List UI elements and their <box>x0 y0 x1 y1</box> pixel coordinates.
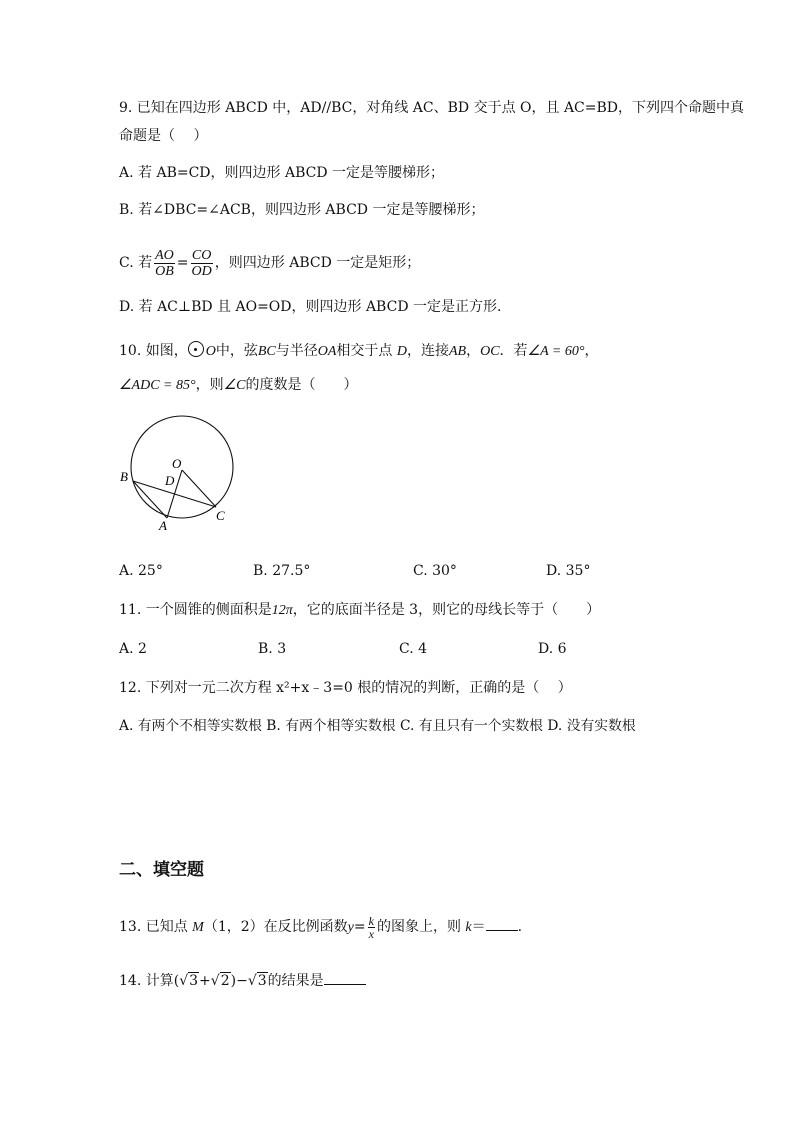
label-c: C <box>216 508 225 523</box>
q13-text: . <box>517 919 523 935</box>
q13-text: （1，2）在反比例函数 <box>203 919 348 935</box>
fraction-co-od <box>191 248 213 279</box>
frac-num: CO <box>191 247 212 263</box>
q13-y: y <box>347 920 354 935</box>
q10-option-b: B. 27.5° <box>253 563 311 579</box>
frac-den: x <box>368 926 374 941</box>
sqrt-symbol: √ <box>210 973 220 989</box>
plus-sign: + <box>199 973 211 989</box>
q10-text: 相交于点 <box>336 343 397 359</box>
q13-k: k <box>465 920 472 935</box>
frac-num: k <box>368 913 374 928</box>
q9-c-suffix: ，则四边形 ABCD 一定是矩形； <box>214 255 421 271</box>
q11-text: 11. 一个圆锥的侧面积是 <box>119 602 272 618</box>
q10-option-d: D. 35° <box>546 563 591 579</box>
q10-text: 中，弦 <box>215 343 258 359</box>
paren-close: ) <box>230 973 237 989</box>
q13-m: M <box>192 920 204 935</box>
sqrt-3: 3 <box>189 973 199 989</box>
q11-option-a: A. 2 <box>119 641 147 657</box>
sqrt-3: 3 <box>257 973 267 989</box>
q10-bc: BC <box>257 344 276 359</box>
q10-text: 与半径 <box>275 343 318 359</box>
q9-option-a: A. 若 AB=CD，则四边形 ABCD 一定是等腰梯形； <box>119 165 445 181</box>
section-title: 二、填空题 <box>119 860 204 880</box>
q10-text: ．若 <box>499 343 528 359</box>
fraction-ao-ob <box>154 248 175 279</box>
q13-text: 的图象上，则 <box>376 919 466 935</box>
q9-option-d: D. 若 AC⊥BD 且 AO=OD，则四边形 ABCD 一定是正方形. <box>119 299 502 315</box>
paren-open: ( <box>173 973 180 989</box>
q10-text: ， <box>584 343 599 359</box>
q10-text: ，则 <box>195 377 224 393</box>
q10-option-a: A. 25° <box>119 563 163 579</box>
fraction-k-x <box>368 915 375 940</box>
q10-text: 的度数是（ ） <box>245 377 358 393</box>
q9-stem-line2: 命题是（ ） <box>119 128 208 144</box>
q10-geometry-figure <box>112 415 242 540</box>
minus-sign: − <box>236 973 248 989</box>
q12-options: A. 有两个不相等实数根 B. 有两个相等实数根 C. 有且只有一个实数根 D. 没有实数根 <box>119 718 636 734</box>
q13-text: 13. 已知点 <box>119 919 193 935</box>
q10-ab: AB <box>448 344 467 359</box>
q10-text: ，连接 <box>406 343 449 359</box>
label-o: O <box>172 456 182 471</box>
q13-text: ＝ <box>471 919 486 935</box>
q11-area: 12π <box>271 603 293 618</box>
q10-d: D <box>396 344 407 359</box>
frac-num: AO <box>155 247 174 263</box>
q10-circle-letter: O <box>205 344 216 359</box>
q10-option-c: C. 30° <box>413 563 457 579</box>
q10-stem-line1 <box>119 341 598 362</box>
q10-text: ， <box>466 343 481 359</box>
label-b: B <box>120 469 128 484</box>
sqrt-symbol: √ <box>179 973 189 989</box>
answer-blank[interactable] <box>486 916 518 931</box>
q13-stem <box>119 912 522 943</box>
sqrt-symbol: √ <box>247 973 257 989</box>
label-a: A <box>159 518 167 533</box>
equals-sign: = <box>353 919 366 935</box>
circle-o <box>131 416 233 518</box>
q9-stem-line1: 9. 已知在四边形 ABCD 中，AD//BC，对角线 AC、BD 交于点 O，且 AC=BD，下列四个命题中真 <box>119 100 745 116</box>
q9-option-c <box>119 246 420 280</box>
q11-option-b: B. 3 <box>258 641 287 657</box>
sqrt-2: 2 <box>220 973 230 989</box>
q10-angle-a: ∠A = 60° <box>527 344 585 359</box>
q12-stem: 12. 下列对一元二次方程 x²+x﹣3=0 根的情况的判断，正确的是（ ） <box>119 680 572 696</box>
answer-blank[interactable] <box>324 970 366 985</box>
circle-symbol-icon <box>188 341 204 357</box>
q14-text: 的结果是 <box>267 973 324 989</box>
q14-text: 14. 计算 <box>119 973 174 989</box>
q10-text: 10. 如图， <box>119 343 188 359</box>
label-d: D <box>165 473 175 488</box>
q10-angle-adc: ∠ADC = 85° <box>119 378 196 393</box>
frac-den: OD <box>191 263 212 279</box>
q9-option-b: B. 若∠DBC=∠ACB，则四边形 ABCD 一定是等腰梯形； <box>119 202 485 218</box>
q10-angle-c: ∠C <box>223 378 246 393</box>
equals-sign: = <box>176 255 189 271</box>
q10-stem-line2 <box>119 375 358 396</box>
q9-c-prefix: C. 若 <box>119 255 153 271</box>
q11-option-c: C. 4 <box>399 641 428 657</box>
q11-option-d: D. 6 <box>538 641 567 657</box>
q10-oa: OA <box>317 344 337 359</box>
q11-stem <box>119 600 600 621</box>
q10-oc: OC <box>480 344 500 359</box>
q11-text: ，它的底面半径是 3，则它的母线长等于（ ） <box>292 602 601 618</box>
frac-den: OB <box>155 263 174 279</box>
q14-stem <box>119 968 366 994</box>
